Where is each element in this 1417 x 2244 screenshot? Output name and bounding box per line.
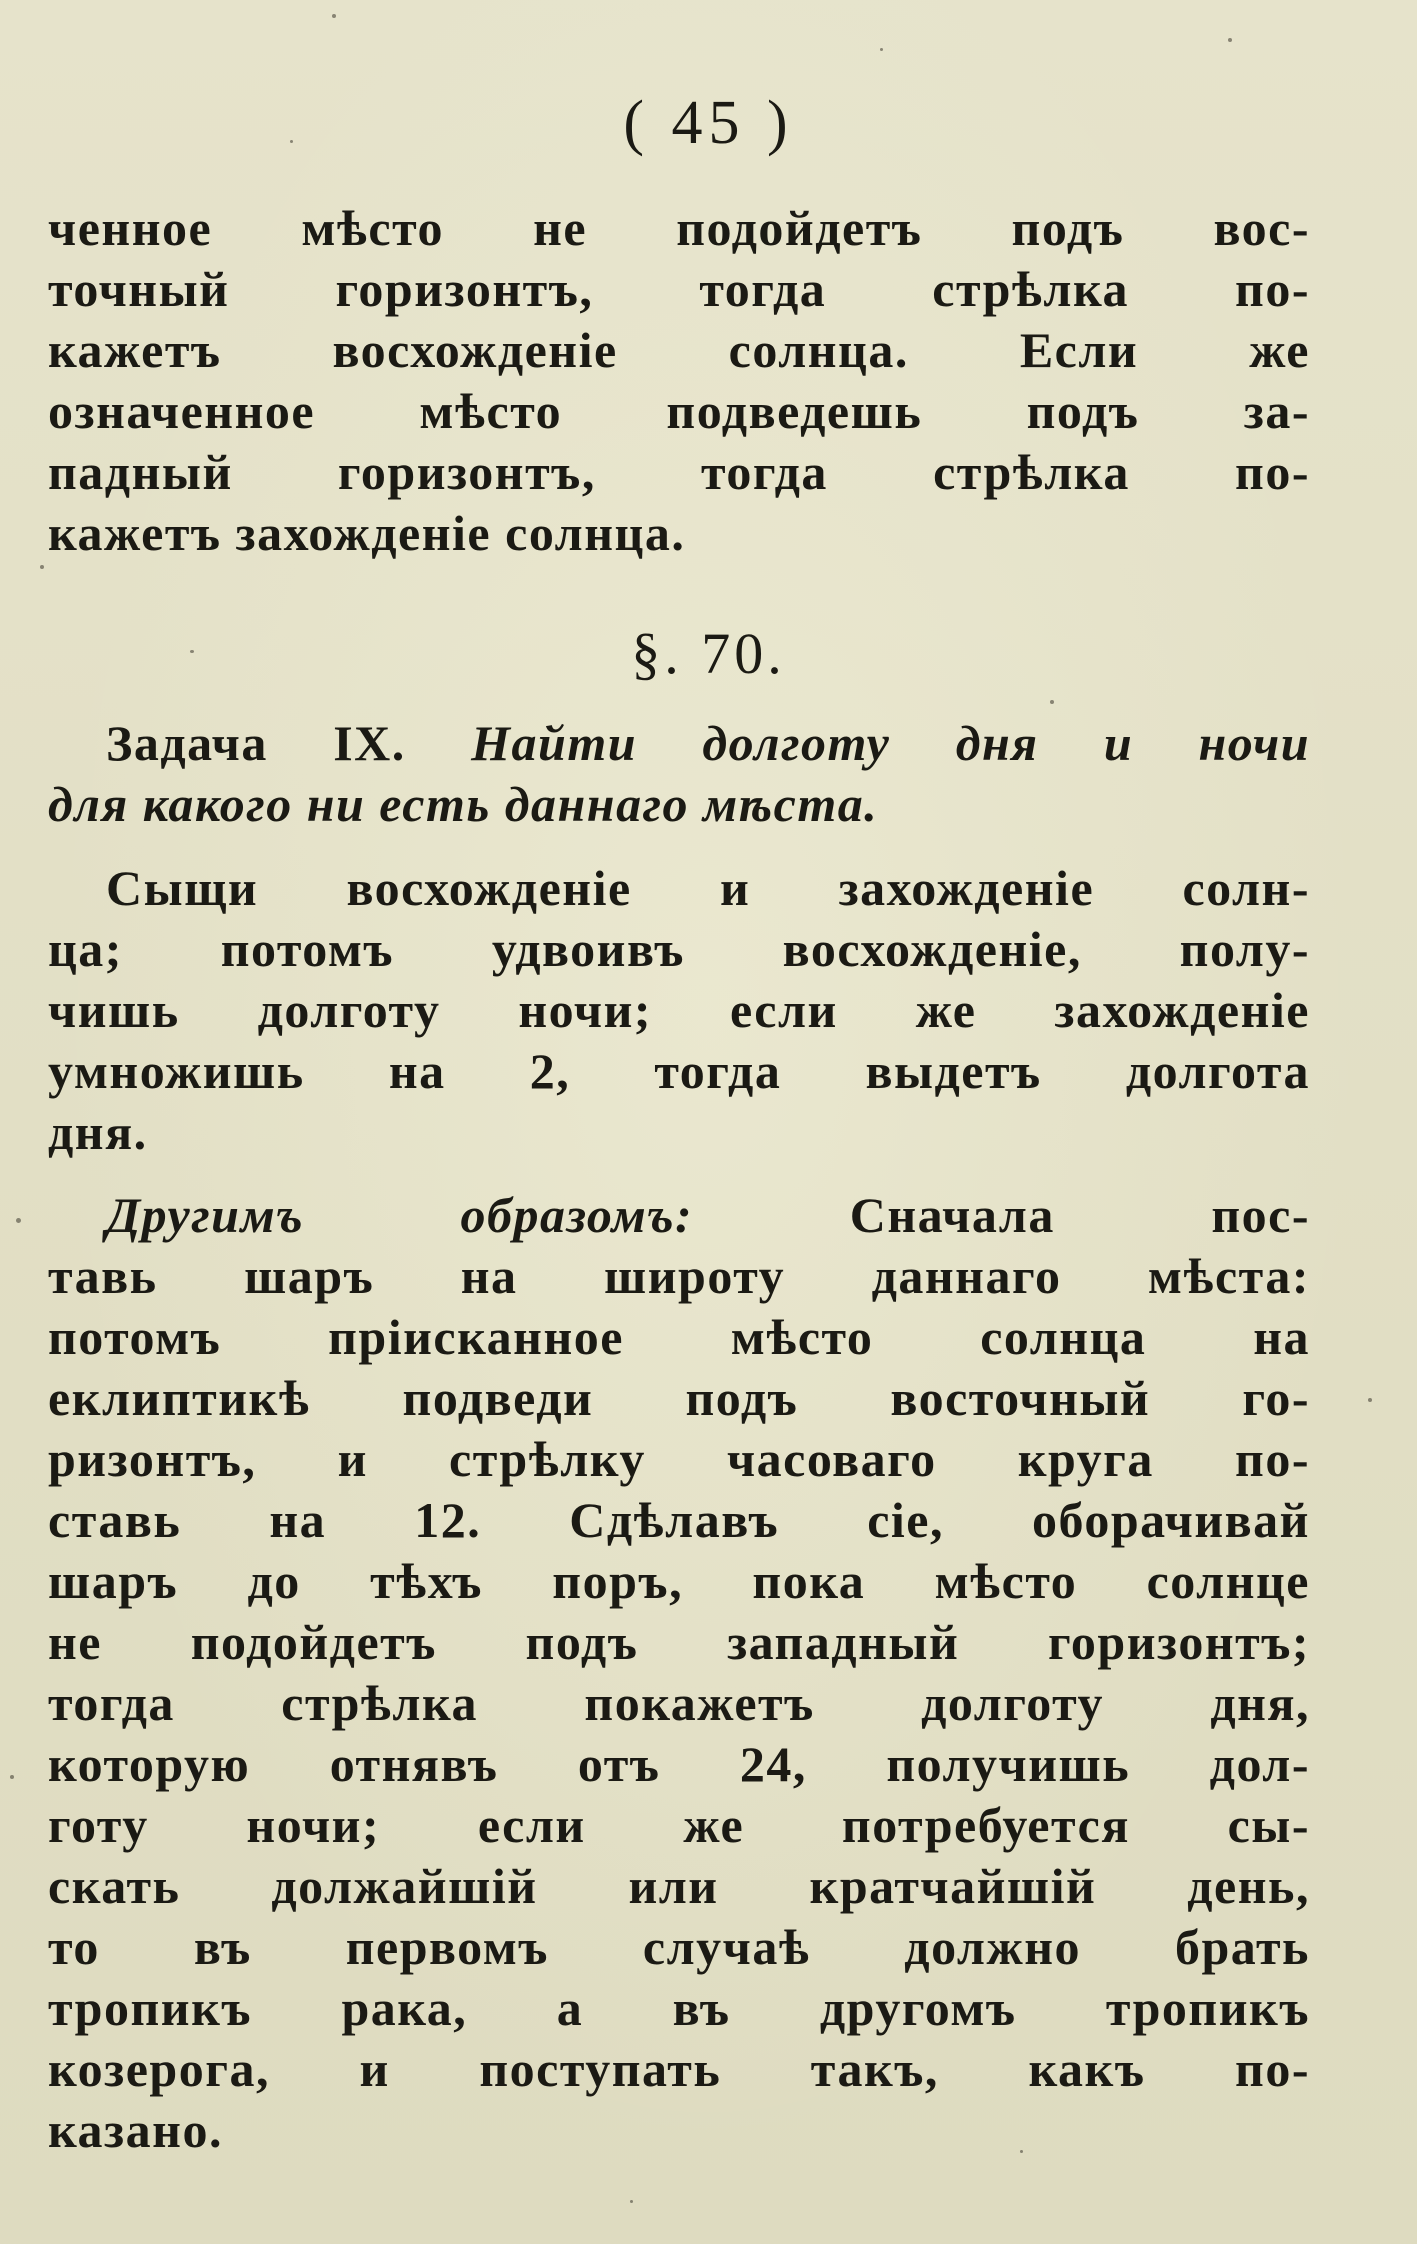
text-line: тропикъ рака, а въ другомъ тропикъ [48, 1980, 1310, 2036]
alternative-first-line [48, 1185, 1310, 1246]
paper-speck [10, 1775, 14, 1779]
text-line: умножишь на 2, тогда выдетъ долгота [48, 1043, 1310, 1099]
problem-first-line [48, 713, 1310, 774]
problem-statement [48, 713, 1310, 835]
text-line: то въ первомъ случаѣ должно брать [48, 1919, 1310, 1975]
text-line: чишь долготу ночи; если же захожденіе [48, 982, 1310, 1038]
alternative-lead: Другимъ образомъ: [106, 1187, 694, 1243]
paper-speck [1368, 1398, 1372, 1402]
text-line: еклиптикѣ подведи подъ восточный го- [48, 1370, 1310, 1426]
solution-paragraph [48, 858, 1310, 1163]
text-line: ризонтъ, и стрѣлку часоваго круга по- [48, 1431, 1310, 1487]
paper-speck [40, 565, 44, 569]
problem-label: Задача IX. [106, 715, 406, 771]
paper-speck [1050, 700, 1054, 704]
text-line: шаръ до тѣхъ поръ, пока мѣсто солнце [48, 1553, 1310, 1609]
text-line: падный горизонтъ, тогда стрѣлка по- [48, 444, 1310, 500]
text-line: ставь на 12. Сдѣлавъ сіе, оборачивай [48, 1492, 1310, 1548]
text-line: потомъ пріисканное мѣсто солнца на [48, 1309, 1310, 1365]
text-line: Сыщи восхожденіе и захожденіе солн- [106, 860, 1310, 916]
problem-title: Найти долготу дня и ночи [471, 715, 1311, 771]
text-line: точный горизонтъ, тогда стрѣлка по- [48, 261, 1310, 317]
text-line: не подойдетъ подъ западный горизонтъ; [48, 1614, 1310, 1670]
text-line: ченное мѣсто не подойдетъ подъ вос- [48, 200, 1310, 256]
text-line: означенное мѣсто подведешь подъ за- [48, 383, 1310, 439]
text-line: кажетъ захожденіе солнца. [48, 505, 686, 561]
text-line: ца; потомъ удвоивъ восхожденіе, полу- [48, 921, 1310, 977]
text-fragment: Сначала пос- [849, 1187, 1310, 1243]
text-line: которую отнявъ отъ 24, получишь дол- [48, 1736, 1310, 1792]
section-heading: §. 70. [631, 621, 786, 686]
text-line: казано. [48, 2102, 223, 2158]
paper-speck [1228, 38, 1232, 42]
text-line: тавь шаръ на широту даннаго мѣста: [48, 1248, 1310, 1304]
page-number: ( 45 ) [623, 89, 794, 157]
paper-speck [880, 48, 883, 51]
text-line: тогда стрѣлка покажетъ долготу дня, [48, 1675, 1310, 1731]
text-line: кажетъ восхожденіе солнца. Если же [48, 322, 1310, 378]
paper-speck [630, 2200, 633, 2203]
paper-speck [332, 14, 336, 18]
problem-title-continued: для какого ни есть даннаго мѣста. [48, 776, 879, 832]
text-line: дня. [48, 1104, 148, 1160]
alternative-method-paragraph [48, 1185, 1310, 2161]
paper-speck [16, 1218, 21, 1223]
text-line: козерога, и поступать такъ, какъ по- [48, 2041, 1310, 2097]
text-line: скать должайшій или кратчайшій день, [48, 1858, 1310, 1914]
text-line: готу ночи; если же потребуется сы- [48, 1797, 1310, 1853]
continuation-paragraph [48, 198, 1310, 564]
